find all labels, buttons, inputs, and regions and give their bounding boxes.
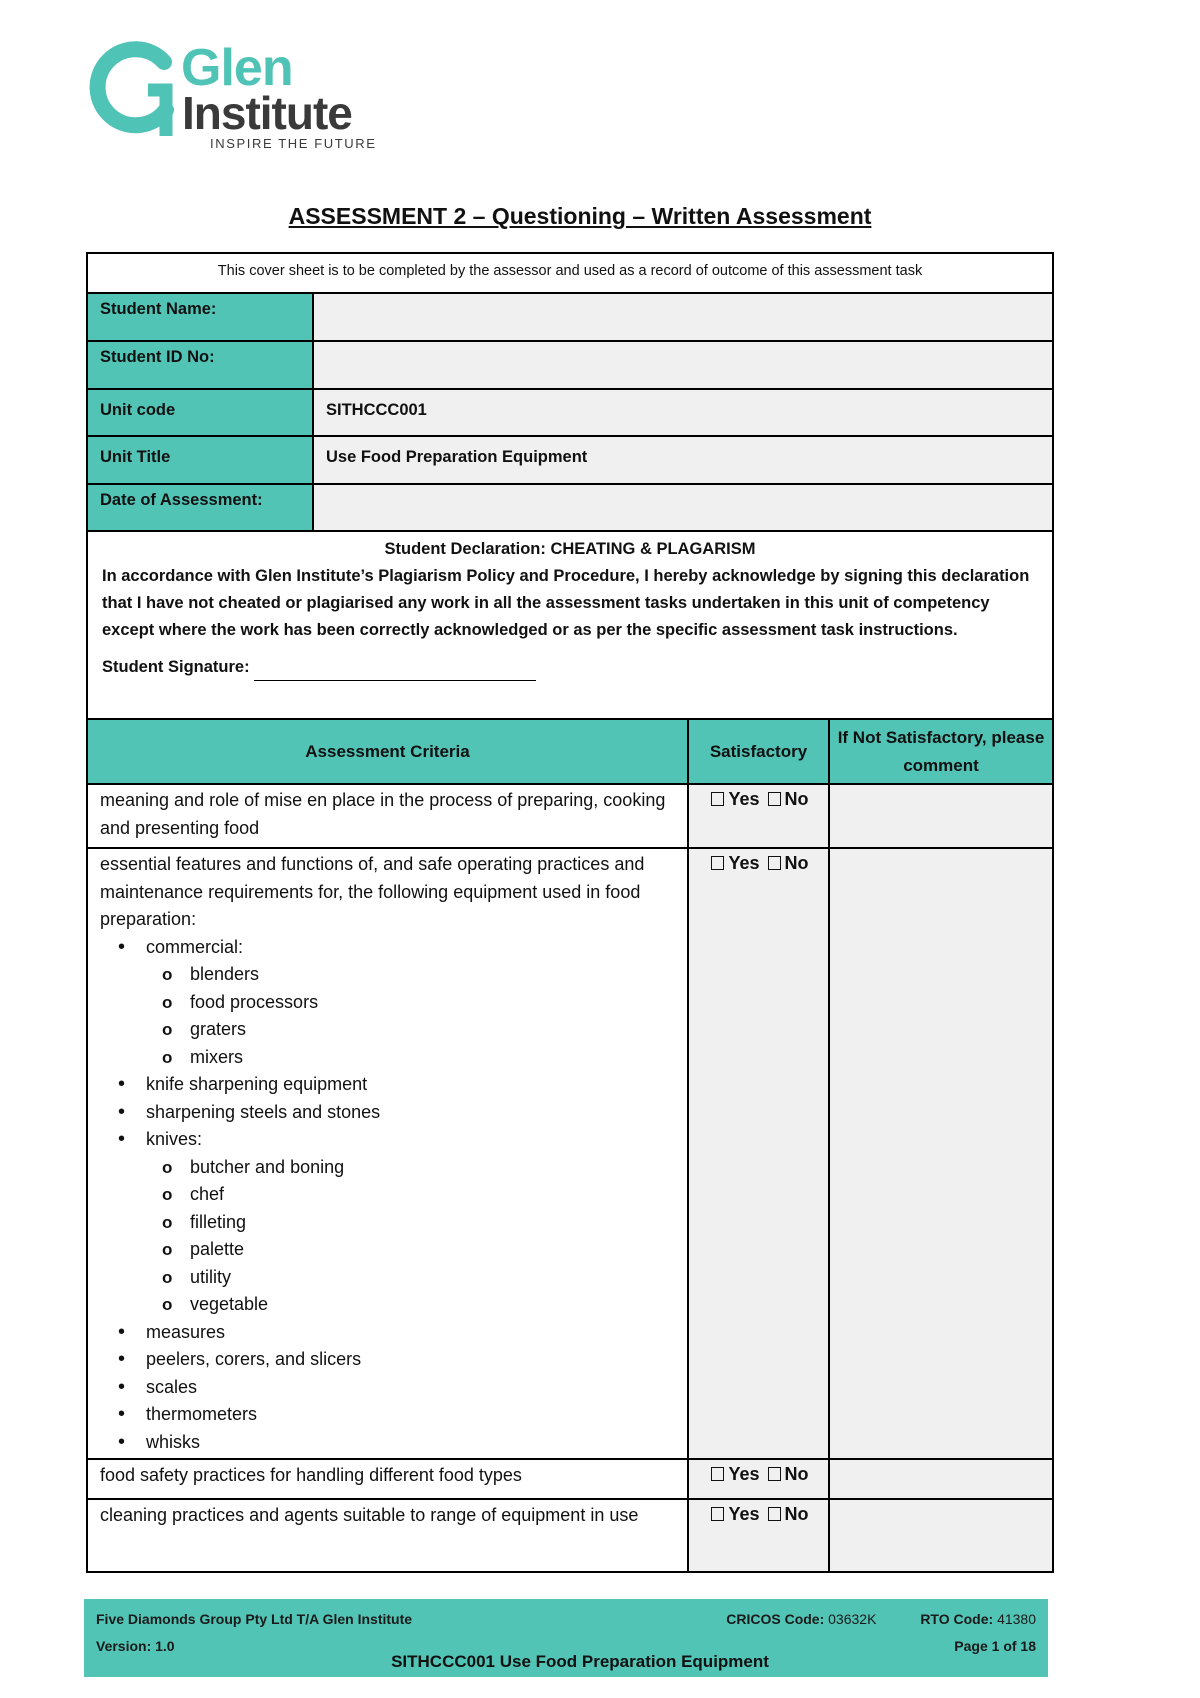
yes-checkbox[interactable] <box>711 1507 724 1521</box>
header-criteria: Assessment Criteria <box>88 720 688 784</box>
footer-row-1 <box>96 1611 1036 1638</box>
date-label: Date of Assessment: <box>88 485 314 530</box>
list-item: • peelers, corers, and slicers <box>146 1346 675 1374</box>
yes-label: Yes <box>728 789 760 809</box>
cricos-code <box>706 1611 876 1627</box>
unit-code-value: SITHCCC001 <box>314 390 1052 435</box>
no-checkbox[interactable] <box>768 792 781 806</box>
yes-checkbox[interactable] <box>711 1467 724 1481</box>
comment-cell[interactable] <box>829 848 1052 1459</box>
equipment-list <box>100 934 675 1457</box>
unit-title-row <box>88 437 1052 485</box>
rto-value: 41380 <box>997 1611 1036 1627</box>
header-satisfactory: Satisfactory <box>688 720 829 784</box>
list-item: o utility <box>190 1264 675 1292</box>
cricos-label: CRICOS Code: <box>726 1611 825 1627</box>
satisfactory-cell <box>688 1459 829 1499</box>
yes-checkbox[interactable] <box>711 792 724 806</box>
no-checkbox[interactable] <box>768 1467 781 1481</box>
rto-label: RTO Code: <box>920 1611 994 1627</box>
cover-note: This cover sheet is to be completed by the assessor and used as a record of outcome of this assessment task <box>88 254 1052 294</box>
header-comment: If Not Satisfactory, please comment <box>829 720 1052 784</box>
page-total: 18 <box>1020 1638 1036 1654</box>
criteria-cell <box>88 848 688 1459</box>
criteria-cell: meaning and role of mise en place in the process of preparing, cooking and presenting food <box>88 784 688 848</box>
yes-checkbox[interactable] <box>711 856 724 870</box>
list-item: • knife sharpening equipment <box>146 1071 675 1099</box>
logo-mark-icon <box>86 40 182 140</box>
signature-field[interactable] <box>254 662 536 681</box>
list-item: o vegetable <box>190 1291 675 1319</box>
list-item: o blenders <box>190 961 675 989</box>
list-item <box>146 934 675 1072</box>
page-current: 1 <box>991 1638 1000 1654</box>
list-item-label: knives: <box>146 1129 203 1149</box>
sub-list <box>146 961 675 1071</box>
signature-label: Student Signature: <box>102 658 250 676</box>
list-item: • measures <box>146 1319 675 1347</box>
date-field[interactable] <box>314 485 1052 530</box>
criteria-header-row <box>88 720 1052 784</box>
table-row <box>88 1459 1052 1499</box>
satisfactory-cell <box>688 848 829 1459</box>
signature-line <box>102 654 1038 681</box>
declaration-text: In accordance with Glen Institute’s Plagiarism Policy and Procedure, I hereby acknowledge by signing this declaration that I have not cheated or plagiarised any work in all the assessment tasks undertaken in this unit of competency except where the work has been correctly acknowledged or as per the specific assessment task instructions. <box>102 567 1030 639</box>
criteria-cell: food safety practices for handling different food types <box>88 1459 688 1499</box>
list-item: o mixers <box>190 1044 675 1072</box>
unit-title-value: Use Food Preparation Equipment <box>314 437 1052 483</box>
student-name-field[interactable] <box>314 294 1052 340</box>
student-id-row <box>88 342 1052 390</box>
no-checkbox[interactable] <box>768 856 781 870</box>
list-item: • whisks <box>146 1429 675 1457</box>
list-item: o butcher and boning <box>190 1154 675 1182</box>
page-title: ASSESSMENT 2 – Questioning – Written Assessment <box>288 203 872 229</box>
logo <box>86 40 386 150</box>
list-item: • sharpening steels and stones <box>146 1099 675 1127</box>
criteria-table <box>88 720 1052 1571</box>
no-label: No <box>784 1464 809 1484</box>
student-id-field[interactable] <box>314 342 1052 388</box>
yes-label: Yes <box>728 853 760 873</box>
cricos-value: 03632K <box>828 1611 877 1627</box>
no-checkbox[interactable] <box>768 1507 781 1521</box>
satisfactory-cell <box>688 1499 829 1571</box>
equipment-intro: essential features and functions of, and safe operating practices and maintenance requirements for, the following equipment used in food preparation: <box>100 854 645 929</box>
student-name-label: Student Name: <box>88 294 314 340</box>
page-label: Page <box>954 1638 988 1654</box>
criteria-cell: cleaning practices and agents suitable to range of equipment in use <box>88 1499 688 1571</box>
declaration-title: Student Declaration: CHEATING & PLAGARISM <box>384 540 756 558</box>
footer-codes <box>686 1611 1036 1638</box>
comment-cell[interactable] <box>829 1459 1052 1499</box>
comment-cell[interactable] <box>829 1499 1052 1571</box>
logo-tagline: INSPIRE THE FUTURE <box>210 136 377 151</box>
date-row <box>88 485 1052 532</box>
list-item <box>146 1126 675 1319</box>
list-item: o palette <box>190 1236 675 1264</box>
list-item: o filleting <box>190 1209 675 1237</box>
logo-name-line1: Glen <box>181 39 293 97</box>
student-declaration <box>88 532 1052 720</box>
list-item: • thermometers <box>146 1401 675 1429</box>
yes-label: Yes <box>728 1464 760 1484</box>
student-name-row <box>88 294 1052 342</box>
unit-footer: SITHCCC001 Use Food Preparation Equipment <box>391 1652 769 1671</box>
list-item-label: commercial: <box>146 936 244 957</box>
assessment-cover-sheet <box>86 252 1054 1573</box>
unit-code-row <box>88 390 1052 437</box>
no-label: No <box>784 853 809 873</box>
list-item: o food processors <box>190 989 675 1017</box>
satisfactory-cell <box>688 784 829 848</box>
yes-label: Yes <box>728 1504 760 1524</box>
unit-code-label: Unit code <box>88 390 314 435</box>
list-item: o graters <box>190 1016 675 1044</box>
no-label: No <box>784 789 809 809</box>
table-row <box>88 1499 1052 1571</box>
list-item: • scales <box>146 1374 675 1402</box>
unit-title-label: Unit Title <box>88 437 314 483</box>
logo-name-line2: Institute <box>182 87 352 139</box>
table-row <box>88 848 1052 1459</box>
footer-version: Version: 1.0 <box>96 1638 175 1654</box>
footer-company: Five Diamonds Group Pty Ltd T/A Glen Institute <box>96 1611 413 1627</box>
comment-cell[interactable] <box>829 784 1052 848</box>
no-label: No <box>784 1504 809 1524</box>
sub-list <box>146 1154 675 1319</box>
rto-code <box>900 1611 1036 1627</box>
student-id-label: Student ID No: <box>88 342 314 388</box>
table-row <box>88 784 1052 848</box>
page-of: of <box>1003 1638 1017 1654</box>
list-item: o chef <box>190 1181 675 1209</box>
